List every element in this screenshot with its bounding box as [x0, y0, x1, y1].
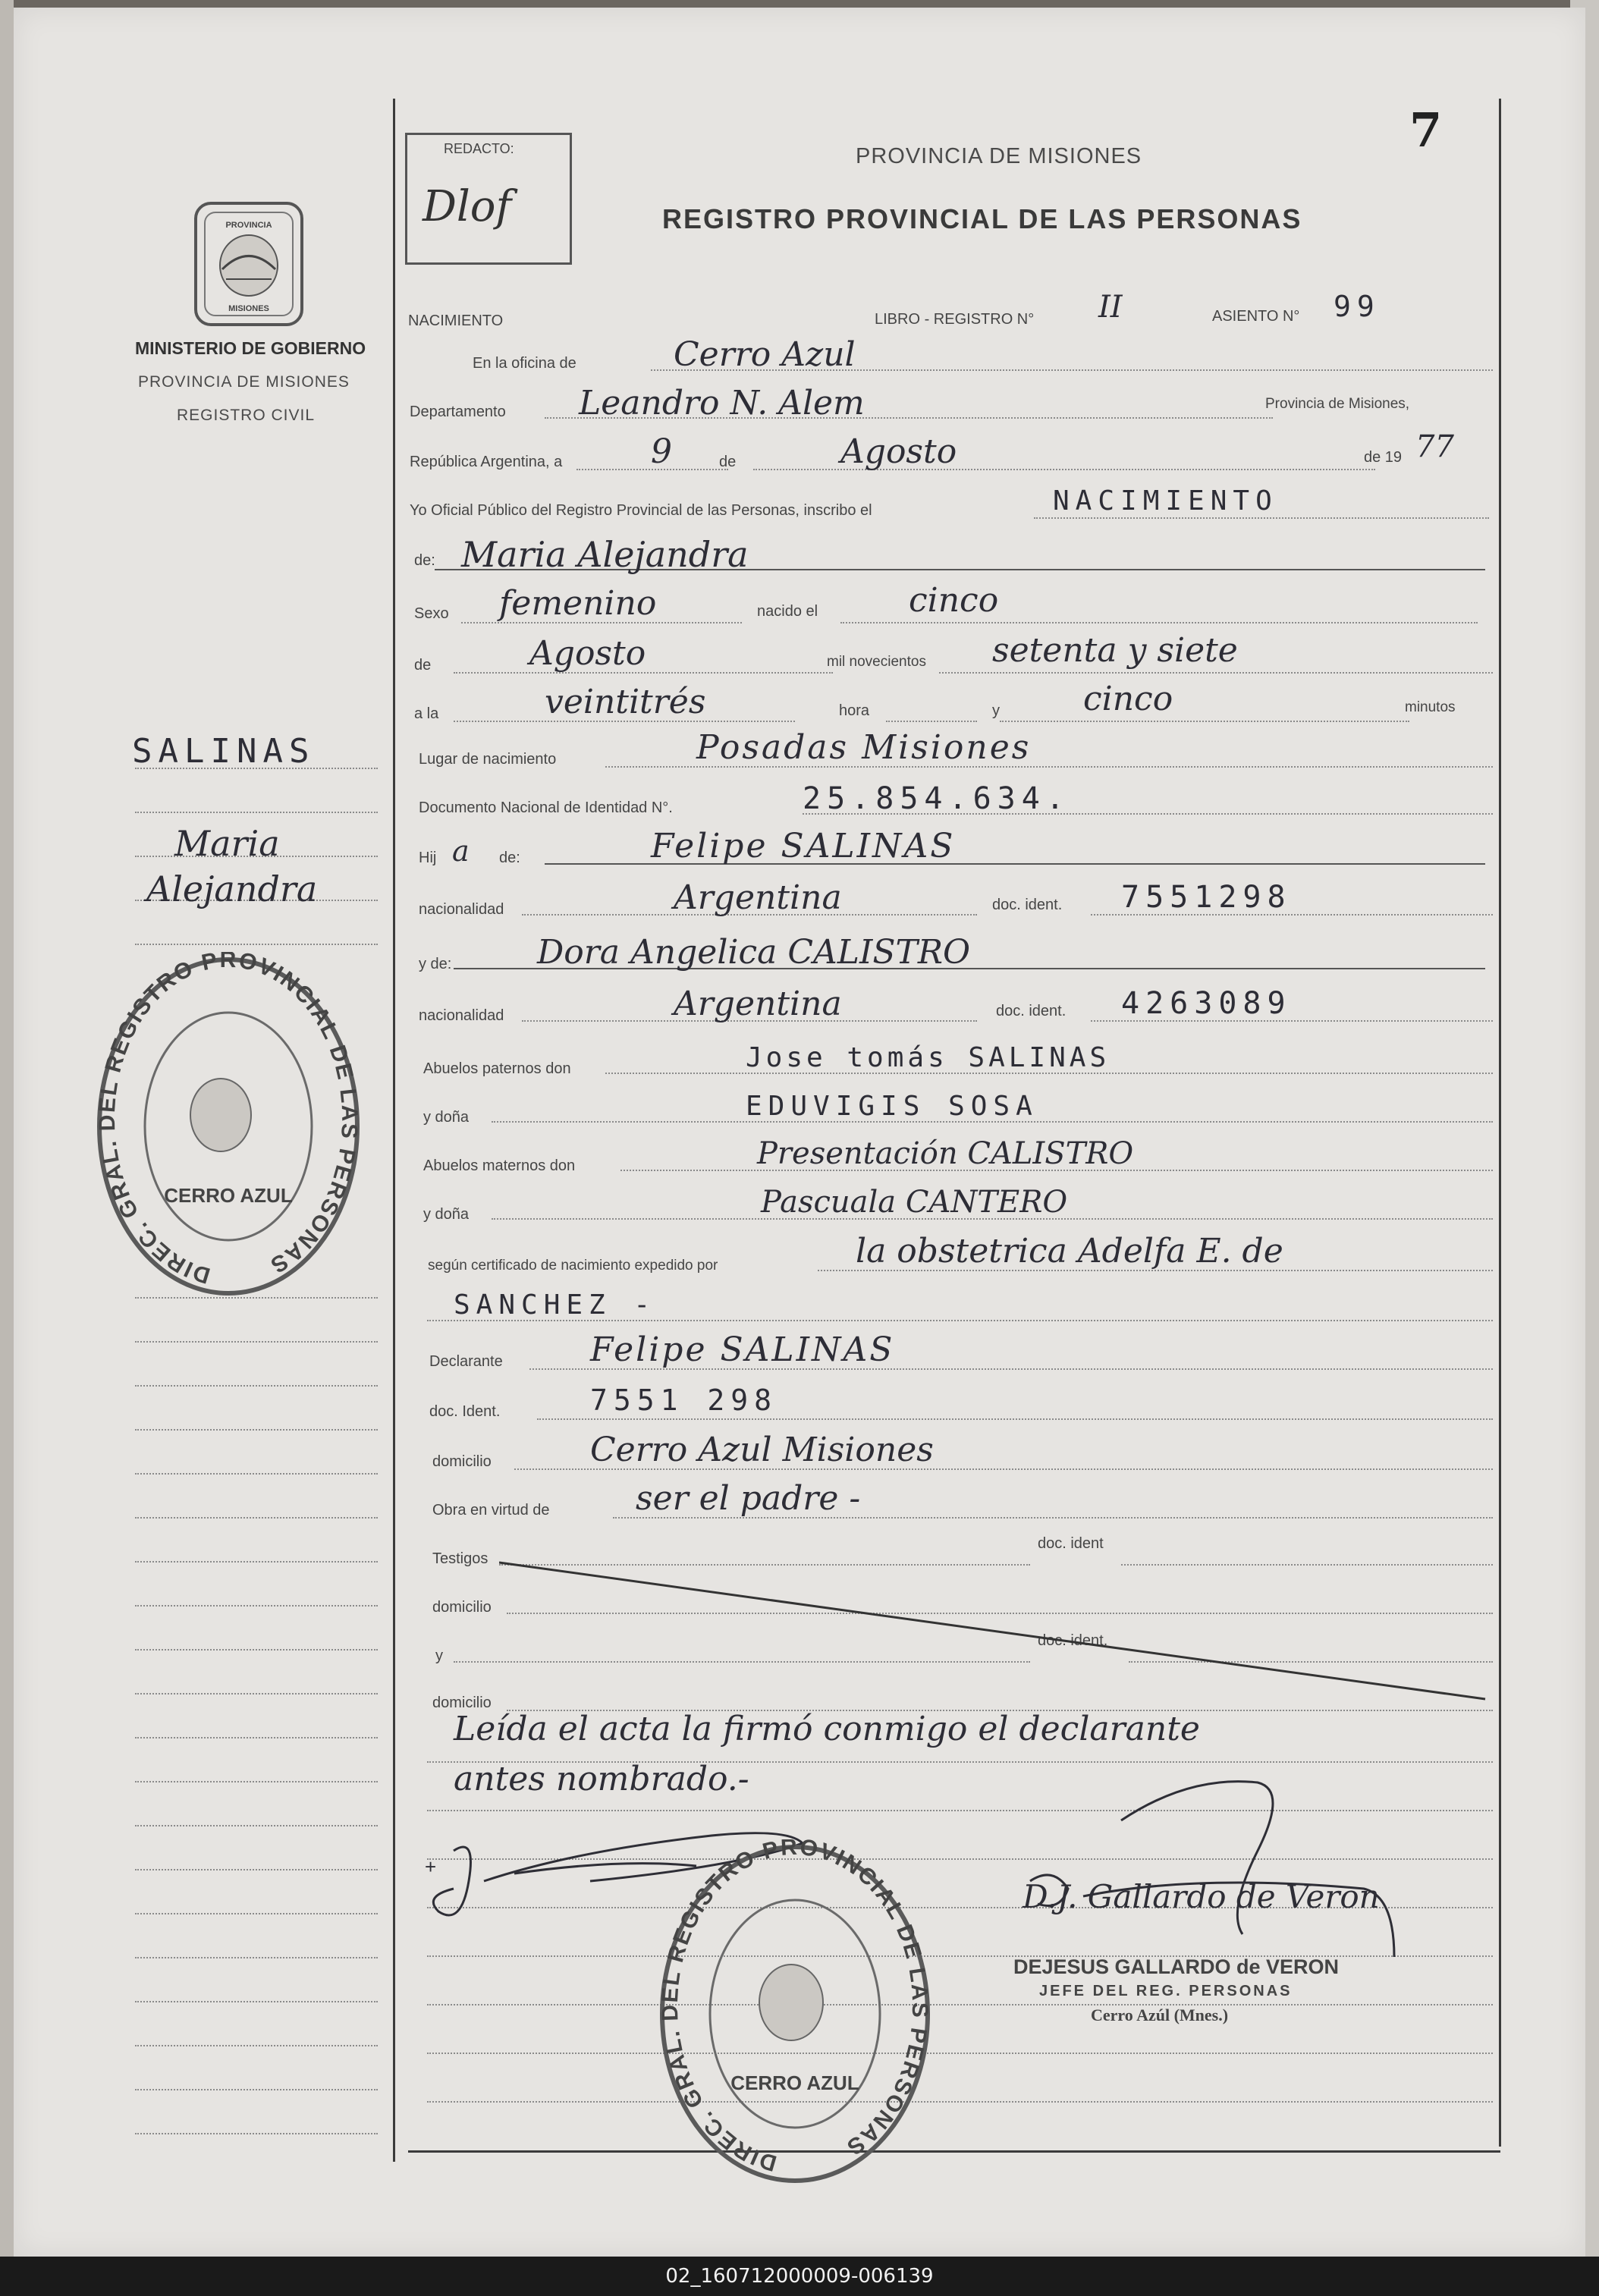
label-dni: Documento Nacional de Identidad N°. — [419, 799, 673, 816]
stamp-left-outer-text: DIREC. GRAL. DEL REGISTRO PROVINCIAL DE LAS PERSONAS — [94, 952, 363, 1289]
value-abpat2: EDUVIGIS SOSA — [746, 1091, 1038, 1122]
label-hij-de: de: — [499, 850, 520, 866]
label-ala: a la — [414, 705, 439, 722]
value-doc2: 4263089 — [1121, 986, 1292, 1021]
value-padre: Felipe SALINAS — [651, 827, 956, 865]
label-hij: Hij — [419, 850, 437, 866]
label-oficina: En la oficina de — [473, 355, 576, 372]
bottom-rule — [408, 2150, 1500, 2153]
value-doc1: 7551298 — [1121, 880, 1292, 915]
label-testigos: Testigos — [432, 1550, 488, 1567]
seal-bottom-text: MISIONES — [228, 304, 269, 313]
label-doc2: doc. ident. — [996, 1003, 1067, 1019]
value-mes: Agosto — [529, 634, 646, 673]
footer-code: 02_160712000009-006139 — [0, 2257, 1599, 2296]
value-abmat2: Pascuala CANTERO — [761, 1185, 1068, 1220]
redacto-label: REDACTO: — [444, 141, 514, 156]
value-month: Agosto — [840, 432, 957, 471]
official-name: DEJESUS GALLARDO de VERON — [1013, 1955, 1340, 1978]
value-declarante: Felipe SALINAS — [590, 1330, 895, 1369]
label-declarante: Declarante — [429, 1353, 503, 1370]
value-madre: Dora Angelica CALISTRO — [537, 933, 971, 972]
redacto-box — [405, 133, 572, 265]
label-docident: doc. ident — [1038, 1535, 1104, 1552]
value-anio: setenta y siete — [992, 631, 1238, 670]
value-departamento: Leandro N. Alem — [579, 384, 865, 422]
label-provincia: Provincia de Misiones, — [1265, 396, 1410, 412]
label-abmat: Abuelos maternos don — [423, 1157, 576, 1174]
sidebar-ministry: MINISTERIO DE GOBIERNO — [135, 338, 366, 358]
label-abpat: Abuelos paternos don — [423, 1060, 571, 1077]
label-y2: y — [435, 1647, 443, 1664]
stamp-left-inner-text: CERRO AZUL — [164, 1184, 293, 1207]
seal-top-text: PROVINCIA — [225, 221, 272, 230]
value-docid: 7551 298 — [590, 1384, 778, 1417]
label-segun: según certificado de nacimiento expedido por — [428, 1258, 718, 1274]
page-edge-left — [0, 0, 14, 2268]
label-docid: doc. Ident. — [429, 1403, 501, 1420]
redacto-initials: Dlof — [423, 182, 512, 231]
value-abpat: Jose tomás SALINAS — [746, 1042, 1111, 1073]
value-lugar: Posadas Misiones — [696, 728, 1032, 767]
sidebar-civil: REGISTRO CIVIL — [177, 407, 316, 424]
label-ydona1: y doña — [423, 1109, 470, 1126]
label-de: de — [719, 454, 737, 470]
value-libro: II — [1098, 290, 1123, 325]
margin-rule-right — [1499, 99, 1501, 2147]
value-oficial: NACIMIENTO — [1053, 485, 1278, 517]
label-nac2: nacionalidad — [419, 1007, 504, 1024]
value-min: cinco — [1083, 680, 1173, 718]
label-year: de 19 — [1364, 449, 1403, 466]
value-obra: ser el padre - — [636, 1479, 861, 1518]
closing-line-2: antes nombrado.- — [454, 1760, 749, 1798]
value-segun-2: SANCHEZ - — [454, 1289, 657, 1321]
margin-rule-left — [393, 99, 395, 2162]
value-nac1: Argentina — [674, 878, 842, 917]
label-nacimiento: NACIMIENTO — [408, 313, 504, 329]
label-domicilio2: domicilio — [432, 1599, 492, 1616]
label-domicilio: domicilio — [432, 1453, 492, 1470]
svg-text:+: + — [425, 1855, 437, 1878]
registry-stamp-bottom — [651, 1839, 939, 2196]
label-nacido: nacido el — [757, 603, 818, 620]
label-sexo: Sexo — [414, 605, 449, 622]
value-segun: la obstetrica Adelfa E. de — [856, 1232, 1283, 1270]
label-nac1: nacionalidad — [419, 901, 504, 918]
value-abmat: Presentación CALISTRO — [757, 1136, 1134, 1171]
label-mil: mil novecientos — [827, 654, 926, 670]
label-doc1: doc. ident. — [992, 897, 1063, 913]
label-ydona2: y doña — [423, 1206, 470, 1223]
coat-of-arms-icon — [188, 197, 309, 330]
value-hora: veintitrés — [545, 683, 706, 721]
label-departamento: Departamento — [410, 404, 506, 420]
label-asiento: ASIENTO N° — [1212, 308, 1300, 325]
label-obra: Obra en virtud de — [432, 1502, 550, 1519]
label-min: minutos — [1405, 699, 1456, 715]
value-year: 77 — [1415, 429, 1454, 464]
label-docident2: doc. ident. — [1038, 1632, 1108, 1649]
official-signature-text: D.J. Gallardo de Veron — [1023, 1878, 1380, 1915]
page-number: 7 — [1409, 102, 1443, 158]
value-nombre: Maria Alejandra — [461, 534, 749, 575]
header-registry: REGISTRO PROVINCIAL DE LAS PERSONAS — [662, 203, 1302, 234]
label-hora: hora — [839, 702, 870, 719]
label-de2: de: — [414, 552, 435, 569]
official-signature — [969, 1760, 1425, 1972]
value-day: 9 — [651, 432, 672, 471]
label-yde: y de: — [419, 956, 452, 972]
stamp-bottom-inner-text: CERRO AZUL — [730, 2071, 859, 2094]
label-republica: República Argentina, a — [410, 454, 563, 470]
stamp-bottom-outer-text: DIREC. GRAL. DEL REGISTRO PROVINCIAL DE LAS PERSONAS — [657, 1839, 933, 2176]
registry-stamp-left — [88, 952, 369, 1308]
witness-strike-line — [499, 1547, 1500, 1714]
label-de3: de — [414, 657, 432, 674]
label-y: y — [992, 702, 1000, 719]
document-page — [14, 8, 1585, 2257]
official-place: Cerro Azúl (Mnes.) — [1091, 2005, 1229, 2024]
value-sexo: femenino — [499, 584, 657, 623]
value-hij-suffix: a — [452, 834, 470, 868]
label-libro: LIBRO - REGISTRO N° — [875, 311, 1035, 328]
value-oficina: Cerro Azul — [674, 335, 856, 374]
closing-line-1: Leída el acta la firmó conmigo el declarante — [454, 1710, 1200, 1748]
value-domicilio: Cerro Azul Misiones — [590, 1431, 934, 1469]
sidebar-given-2: Alejandra — [146, 868, 318, 909]
label-domicilio3: domicilio — [432, 1695, 492, 1711]
sidebar-province: PROVINCIA DE MISIONES — [138, 373, 350, 391]
sidebar-given-1: Maria — [174, 823, 280, 864]
label-lugar: Lugar de nacimiento — [419, 751, 557, 768]
value-nac2: Argentina — [674, 985, 842, 1023]
sidebar-surname: SALINAS — [132, 732, 316, 771]
header-province: PROVINCIA DE MISIONES — [856, 144, 1142, 168]
official-title: JEFE DEL REG. PERSONAS — [1039, 1983, 1293, 1999]
value-asiento: 99 — [1334, 290, 1381, 323]
value-dni: 25.854.634. — [803, 781, 1070, 816]
label-oficial: Yo Oficial Público del Registro Provincial de las Personas, inscribo el — [410, 502, 872, 519]
value-nacido: cinco — [909, 581, 999, 620]
